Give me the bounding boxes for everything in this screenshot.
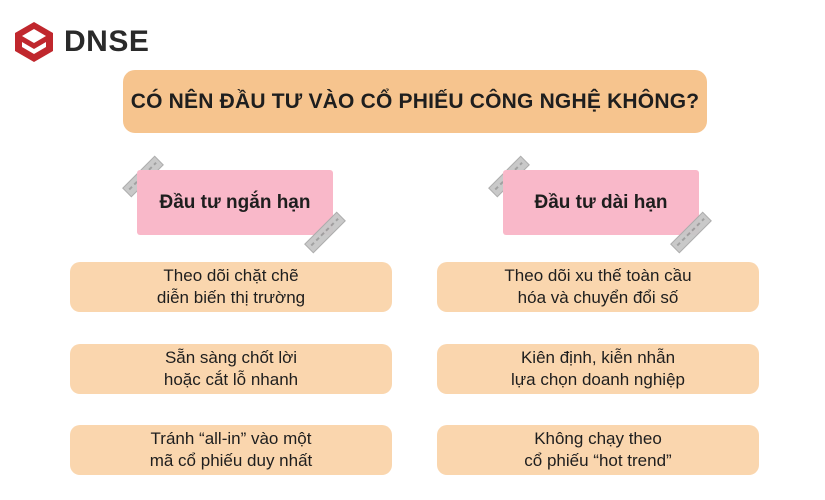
short-term-card — [70, 262, 392, 312]
card-line: cổ phiếu “hot trend” — [524, 451, 672, 470]
card-line: mã cổ phiếu duy nhất — [149, 451, 313, 470]
heading-long-term — [503, 170, 699, 235]
card-line: Kiên định, kiễn nhẫn — [520, 348, 676, 367]
card-line: diễn biến thị trường — [156, 288, 306, 307]
question-text: CÓ NÊN ĐẦU TƯ VÀO CỔ PHIẾU CÔNG NGHỆ KHÔNG? — [130, 89, 700, 113]
card-line: lựa chọn doanh nghiệp — [511, 370, 685, 389]
card-line: Theo dõi xu thế toàn cầu — [504, 266, 692, 285]
card-line: Theo dõi chặt chẽ — [163, 266, 299, 285]
heading-long-term-label: Đầu tư dài hạn — [534, 191, 668, 213]
long-term-card — [437, 425, 759, 475]
card-line: hoặc cắt lỗ nhanh — [163, 370, 299, 389]
long-term-card — [437, 344, 759, 394]
question-banner — [123, 70, 707, 133]
short-term-card — [70, 425, 392, 475]
short-term-card — [70, 344, 392, 394]
long-term-card — [437, 262, 759, 312]
card-line: Không chạy theo — [534, 429, 662, 448]
heading-short-term — [137, 170, 333, 235]
card-line: Tránh “all-in” vào một — [150, 429, 312, 448]
brand-logo — [12, 20, 149, 64]
heading-short-term-label: Đầu tư ngắn hạn — [159, 191, 311, 213]
card-line: hóa và chuyển đổi số — [517, 288, 679, 307]
brand-name: DNSE — [64, 25, 150, 58]
dnse-logo-icon — [12, 20, 56, 64]
card-line: Sẵn sàng chốt lời — [164, 348, 298, 367]
